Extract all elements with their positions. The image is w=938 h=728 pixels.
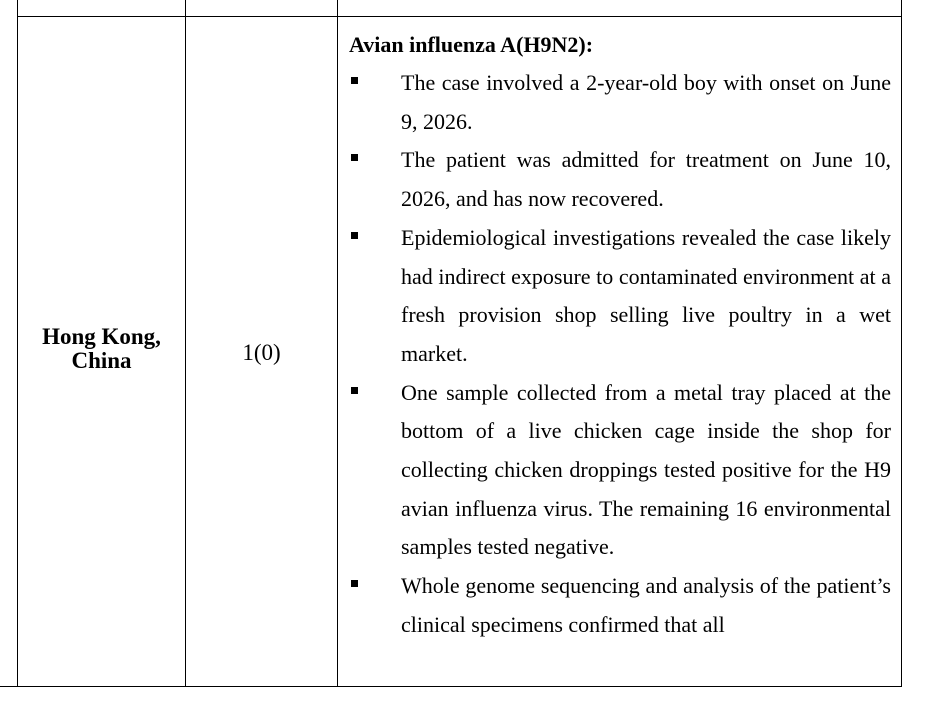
list-item (349, 567, 891, 644)
row-bottom-border (0, 686, 902, 687)
list-item-text: The patient was admitted for treatment on June 10, 2026, and has now recovered. (401, 147, 891, 212)
square-bullet-icon (351, 580, 358, 587)
square-bullet-icon (351, 154, 358, 161)
list-item-text: The case involved a 2-year-old boy with onset on June 9, 2026. (401, 70, 891, 134)
region-cell (18, 325, 185, 373)
square-bullet-icon (351, 77, 358, 84)
list-item (349, 219, 891, 374)
list-item-text: Epidemiological investigations revealed the case likely had indirect exposure to contaminated environment at a fresh provision shop selling live poultry in a wet market. (401, 224, 891, 366)
table-right-border (901, 0, 902, 686)
details-cell (349, 30, 891, 645)
region-name-line1: Hong Kong, (42, 324, 161, 349)
list-item-text: One sample collected from a metal tray placed at the bottom of a live chicken cage inside the shop for collecting chicken droppings tested positive for the H9 avian influenza virus. The remaining 16 environmental samples tested negative. (401, 379, 891, 560)
case-count-cell: 1(0) (242, 340, 281, 365)
column-divider-2 (337, 0, 338, 686)
list-item (349, 64, 891, 141)
list-item (349, 141, 891, 218)
square-bullet-icon (351, 387, 358, 394)
list-item (349, 374, 891, 568)
region-name-line2: China (71, 348, 132, 373)
square-bullet-icon (351, 232, 358, 239)
list-item-text: Whole genome sequencing and analysis of the patient’s clinical specimens confirmed that all (401, 573, 891, 637)
details-heading: Avian influenza A(H9N2): (349, 32, 594, 57)
row-top-border (17, 16, 902, 17)
